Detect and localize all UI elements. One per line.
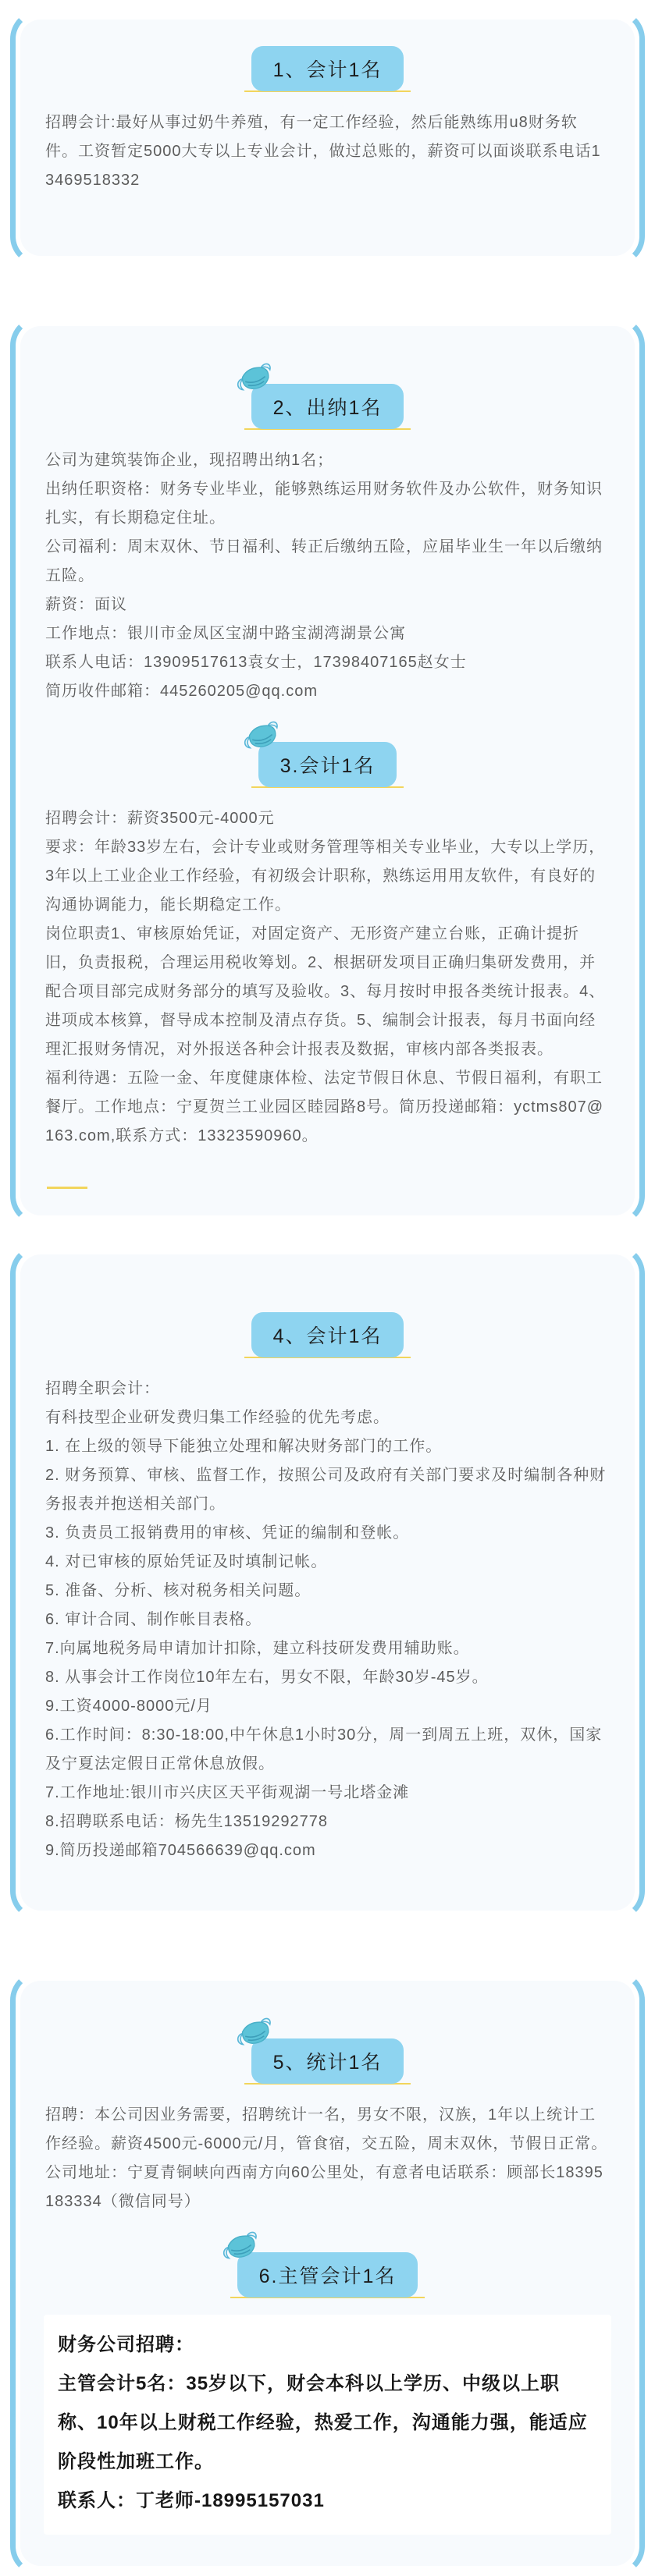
job-paragraph: 简历收件邮箱：445260205@qq.com: [45, 683, 318, 700]
job-paragraph: 福利待遇：五险一金、年度健康体检、法定节假日休息、节假日福利，有职工餐厅。工作地点：宁夏贺兰工业园区睦园路8号。简历投递邮箱：yctms807@163.com,联系方式：13323590960。: [45, 1070, 604, 1144]
badge-label-2: 2、出纳1名: [251, 384, 404, 429]
badge-label-5: 5、统计1名: [251, 2038, 404, 2084]
job-card-1-content: [20, 20, 635, 256]
final-notice-box: [44, 2315, 611, 2535]
job-card-4: [10, 1971, 645, 2576]
yellow-dash-decoration: [47, 1187, 87, 1189]
job-paragraph: 主管会计5名：35岁以下，财会本科以上学历、中级以上职称、10年以上财税工作经验，热爱工作，沟通能力强，能适应阶段性加班工作。: [58, 2372, 588, 2472]
job-card-3: [10, 1244, 645, 1921]
badge-label-1: 1、会计1名: [251, 46, 404, 91]
job-paragraph: 工作地点：银川市金凤区宝湖中路宝湖湾湖景公寓: [45, 625, 406, 642]
job-badge-1: [251, 46, 404, 91]
job-badge-4: [251, 1312, 404, 1357]
badge-label-4: 4、会计1名: [251, 1312, 404, 1357]
face-mask-icon: [238, 717, 284, 758]
badge-label-6: 6.主管会计1名: [237, 2252, 418, 2297]
job-badge-2: [251, 384, 404, 429]
job-paragraph: 招聘会计:最好从事过奶牛养殖，有一定工作经验，然后能熟练用u8财务软件。工资暂定5000大专以上专业会计，做过总账的，薪资可以面谈联系电话13469518332: [45, 114, 601, 189]
job-card-4-content: [20, 1981, 635, 2566]
badge-label-3: 3.会计1名: [258, 742, 397, 787]
job-paragraph: 8. 从事会计工作岗位10年左右，男女不限，年龄30岁-45岁。: [45, 1669, 489, 1686]
face-mask-icon: [231, 359, 277, 400]
job-paragraph: 有科技型企业研发费归集工作经验的优先考虑。: [45, 1409, 390, 1426]
job-paragraph: 招聘：本公司因业务需要，招聘统计一名，男女不限，汉族，1年以上统计工作经验。薪资4500元-6000元/月，管食宿，交五险，周末双休，节假日正常。公司地址：宁夏青铜峡向西南方向60公里处，有意者电话联系：顾部长18395183334（微信同号）: [45, 2106, 608, 2210]
job-badge-3: [258, 742, 397, 787]
job-badge-5: [251, 2038, 404, 2084]
job-paragraph: 要求：年龄33岁左右，会计专业或财务管理等相关专业毕业，大专以上学历，3年以上工业企业工作经验，有初级会计职称，熟练运用用友软件，有良好的沟通协调能力，能长期稳定工作。: [45, 839, 606, 914]
job-paragraph: 9.简历投递邮箱704566639@qq.com: [45, 1842, 316, 1859]
job-paragraph: 4. 对已审核的原始凭证及时填制记帐。: [45, 1553, 328, 1570]
job-paragraph: 招聘全职会计：: [45, 1380, 160, 1397]
job-paragraph: 联系人电话：13909517613袁女士，17398407165赵女士: [45, 654, 467, 671]
job-card-2: [10, 316, 645, 1226]
job-paragraph: 出纳任职资格：财务专业毕业，能够熟练运用财务软件及办公软件，财务知识扎实，有长期稳定住址。: [45, 481, 603, 527]
job-card-2-content: [20, 326, 635, 1215]
job-paragraph: 7.向属地税务局申请加计扣除，建立科技研发费用辅助账。: [45, 1640, 470, 1657]
job-paragraph: 2. 财务预算、审核、监督工作，按照公司及政府有关部门要求及时编制各种财务报表并抱送相关部门。: [45, 1467, 607, 1513]
job-paragraph: 9.工资4000-8000元/月: [45, 1698, 212, 1715]
job-paragraph: 6. 审计合同、制作帐目表格。: [45, 1611, 262, 1628]
card-spacer: [0, 1921, 655, 1971]
face-mask-icon: [217, 2227, 263, 2269]
job-paragraph: 6.工作时间：8:30-18:00,中午休息1小时30分，周一到周五上班，双休，国家及宁夏法定假日正常休息放假。: [45, 1726, 603, 1772]
job-card-1: [10, 9, 645, 266]
top-spacer: [0, 0, 655, 9]
job-paragraph: 8.招聘联系电话：杨先生13519292778: [45, 1813, 329, 1830]
job-paragraph: 财务公司招聘：: [58, 2334, 194, 2355]
card-spacer: [0, 1226, 655, 1244]
job-paragraph: 岗位职责1、审核原始凭证，对固定资产、无形资产建立台账，正确计提折旧，负责报税，合理运用税收筹划。2、根据研发项目正确归集研发费用，并配合项目部完成财务部分的填写及验收。3、每月按时申报各类统计报表。4、进项成本核算，督导成本控制及清点存货。5、编制会计报表，每月书面向经理汇报财务情况，对外报送各种会计报表及数据，审核内部各类报表。: [45, 925, 606, 1058]
job-paragraph: 薪资：面议: [45, 596, 127, 613]
job-paragraph: 公司福利：周末双休、节日福利、转正后缴纳五险，应届毕业生一年以后缴纳五险。: [45, 538, 603, 584]
job-card-3-content: [20, 1254, 635, 1911]
job-paragraph: 公司为建筑装饰企业，现招聘出纳1名；: [45, 452, 334, 469]
job-paragraph: 1. 在上级的领导下能独立处理和解决财务部门的工作。: [45, 1438, 443, 1455]
job-paragraph: 招聘会计：薪资3500元-4000元: [45, 810, 275, 827]
card-spacer: [0, 266, 655, 316]
job-paragraph: 5. 准备、分析、核对税务相关问题。: [45, 1582, 311, 1599]
job-paragraph: 7.工作地址:银川市兴庆区天平街观湖一号北塔金滩: [45, 1784, 410, 1801]
face-mask-icon: [231, 2014, 277, 2055]
job-paragraph: 3. 负责员工报销费用的审核、凭证的编制和登帐。: [45, 1524, 410, 1542]
job-paragraph: 联系人：丁老师-18995157031: [58, 2489, 325, 2511]
job-badge-6: [237, 2252, 418, 2297]
